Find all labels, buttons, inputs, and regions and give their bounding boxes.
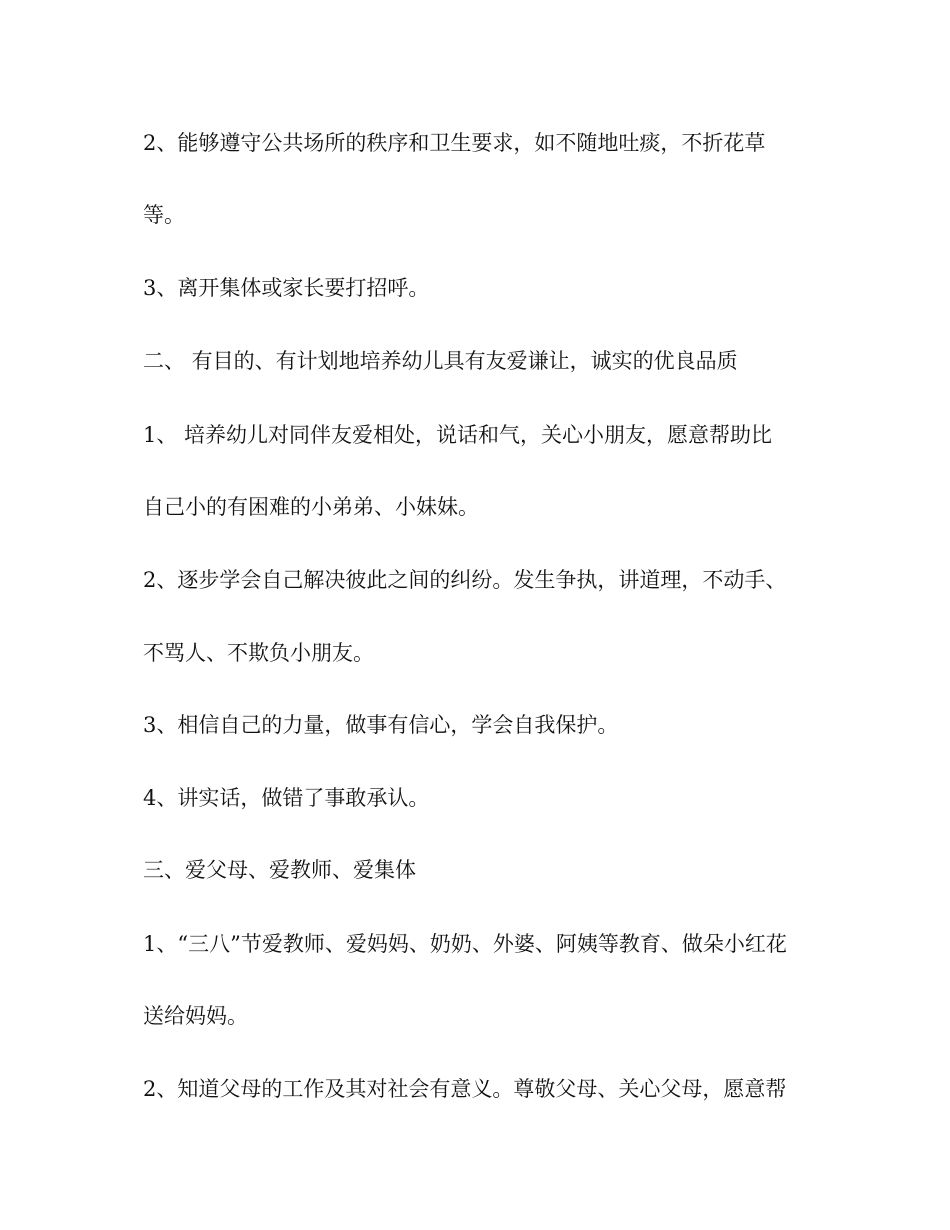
- text-line: 3、离开集体或家长要打招呼。: [143, 276, 430, 300]
- text-line: 不骂人、不欺负小朋友。: [143, 641, 374, 665]
- section-heading: 三、爱父母、爱教师、爱集体: [143, 858, 416, 882]
- text-line: 1、 培养幼儿对同伴友爱相处，说话和气，关心小朋友，愿意帮助比: [143, 423, 773, 447]
- text-line: 自己小的有困难的小弟弟、小妹妹。: [143, 495, 479, 519]
- text-line: 3、相信自己的力量，做事有信心，学会自我保护。: [143, 713, 619, 737]
- text-line: 送给妈妈。: [143, 1004, 248, 1028]
- text-line: 2、知道父母的工作及其对社会有意义。尊敬父母、关心父母，愿意帮: [143, 1077, 787, 1101]
- text-line: 2、逐步学会自己解决彼此之间的纠纷。发生争执，讲道理，不动手、: [143, 568, 787, 592]
- section-heading: 二、 有目的、有计划地培养幼儿具有友爱谦让，诚实的优良品质: [143, 349, 738, 373]
- text-line: 1、“三八”节爱教师、爱妈妈、奶奶、外婆、阿姨等教育、做朵小红花: [143, 932, 787, 956]
- text-line: 2、能够遵守公共场所的秩序和卫生要求，如不随地吐痰，不折花草: [143, 131, 766, 155]
- text-line: 4、讲实话，做错了事敢承认。: [143, 786, 430, 810]
- text-line: 等。: [143, 203, 185, 227]
